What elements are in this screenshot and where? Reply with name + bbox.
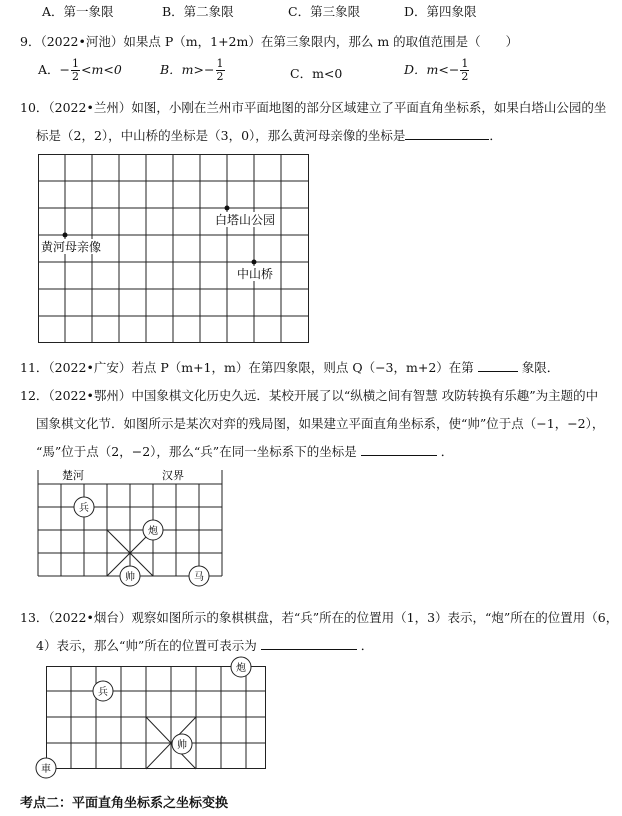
piece-ma xyxy=(189,566,209,586)
piece-ju xyxy=(36,758,56,778)
q10-line1: 10．（2022•兰州）如图，小刚在兰州市平面地图的部分区域建立了平面直角坐标系，如果白塔山公园的坐 xyxy=(20,100,607,115)
piece-pao xyxy=(143,520,163,540)
huanghe-label: 黄河母亲像 xyxy=(41,240,102,254)
river-left-label: 楚河 xyxy=(62,469,84,482)
svg-text:車: 車 xyxy=(41,764,51,775)
q13-line1: 13．（2022•烟台）观察如图所示的象棋棋盘，若“兵”所在的位置用（1，3）表示，“炮”所在的位置用（6， xyxy=(20,610,619,625)
q9-option-d: D．m<− $\frac{1}{2}$ xyxy=(404,57,469,83)
zhongshan-point xyxy=(252,260,257,265)
svg-text:兵: 兵 xyxy=(79,503,89,514)
svg-text:帅: 帅 xyxy=(125,572,135,583)
q13-line2: 4）表示，那么“帅”所在的位置可表示为 ． xyxy=(36,638,374,653)
huanghe-point xyxy=(63,233,68,238)
q12-line2: 国象棋文化节．如图所示是某次对弈的残局图，如果建立平面直角坐标系，使“帅”位于点（−1，−2）， xyxy=(36,416,605,431)
q12-answer-blank[interactable] xyxy=(361,443,437,456)
q10-answer-blank[interactable] xyxy=(405,127,489,140)
piece-bing xyxy=(93,681,113,701)
q12-line3: “馬”位于点（2，−2），那么“兵”在同一坐标系下的坐标是 ． xyxy=(36,444,454,459)
zhongshan-label: 中山桥 xyxy=(237,267,274,281)
q8-option-d: D．第四象限 xyxy=(404,4,477,19)
q13-answer-blank[interactable] xyxy=(261,637,357,650)
piece-pao xyxy=(231,657,251,677)
baita-point xyxy=(225,206,230,211)
svg-text:帅: 帅 xyxy=(177,740,187,751)
river-right-label: 汉界 xyxy=(162,469,184,482)
svg-text:炮: 炮 xyxy=(236,663,246,674)
piece-shuai xyxy=(172,734,192,754)
q9-option-c: C．m<0 xyxy=(290,66,343,81)
q9-option-a: A．− $\frac{1}{2}$ <m<0 xyxy=(38,57,122,83)
svg-text:兵: 兵 xyxy=(98,687,108,698)
svg-text:炮: 炮 xyxy=(148,526,158,537)
q11-answer-blank[interactable] xyxy=(478,359,518,372)
q13-chess-board xyxy=(32,654,272,780)
piece-bing xyxy=(74,497,94,517)
baita-label: 白塔山公园 xyxy=(215,213,276,227)
svg-text:马: 马 xyxy=(194,572,204,583)
q9-option-b: B．m>− $\frac{1}{2}$ xyxy=(160,57,224,83)
piece-shuai xyxy=(120,566,140,586)
q10-line2: 标是（2，2），中山桥的坐标是（3，0），那么黄河母亲像的坐标是 ． xyxy=(36,128,502,143)
q12-chess-board xyxy=(30,466,230,590)
section-heading: 考点二：平面直角坐标系之坐标变换 xyxy=(20,796,229,811)
q8-option-b: B．第二象限 xyxy=(162,4,234,19)
q11-text: 11．（2022•广安）若点 P（m+1，m）在第四象限，则点 Q（−3，m+2）在第 象限． xyxy=(20,360,560,375)
q8-option-a: A．第一象限 xyxy=(42,4,114,19)
q12-line1: 12．（2022•鄂州）中国象棋文化历史久远．某校开展了以“纵横之间有智慧 攻防转换有乐趣”为主题的中 xyxy=(20,388,599,403)
q10-map-grid xyxy=(38,154,310,344)
q9-stem: 9．（2022•河池）如果点 P（m，1+2m）在第三象限内，那么 m 的取值范围是（ ） xyxy=(20,34,519,49)
q8-option-c: C．第三象限 xyxy=(288,4,361,19)
